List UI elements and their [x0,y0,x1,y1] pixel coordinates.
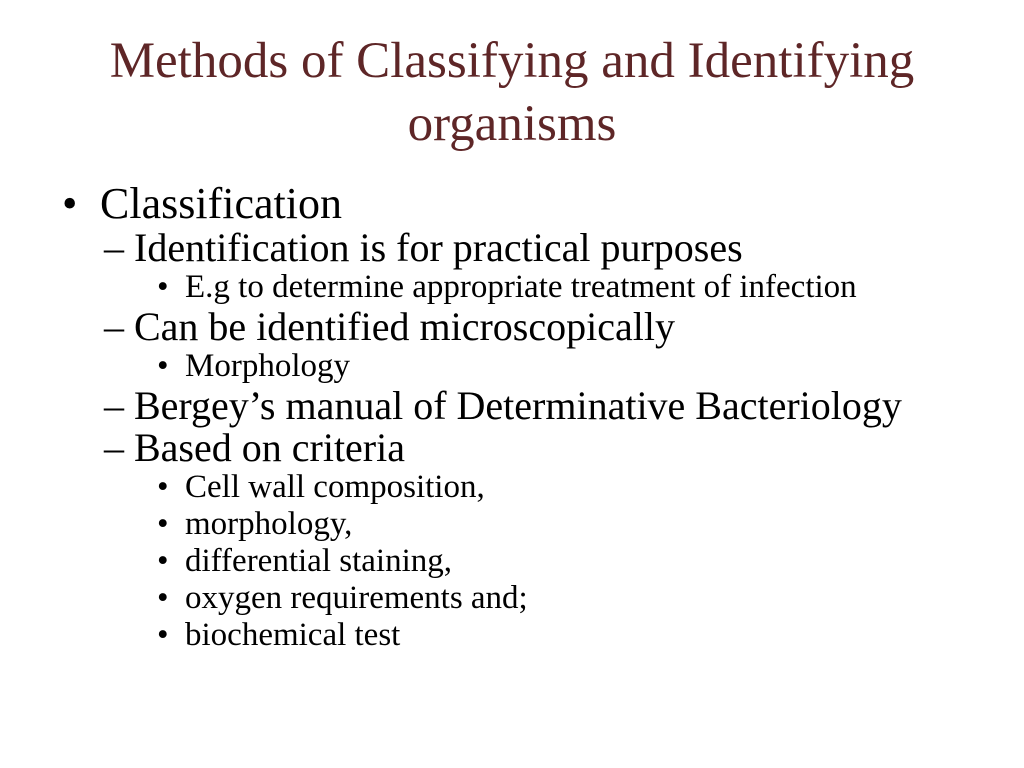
bullet-icon: • [157,617,169,653]
bullet-icon: • [62,179,78,228]
bullet-item [0,227,1024,269]
bullet-text: Can be identified microscopically [134,304,675,349]
bullet-text: Identification is for practical purposes [134,225,743,270]
bullet-item [0,469,1024,506]
bullet-item [0,580,1024,617]
dash-icon: – [104,425,124,470]
bullet-item [0,427,1024,469]
bullet-item [0,348,1024,385]
bullet-icon: • [157,506,169,542]
bullet-text: differential staining, [185,543,452,579]
bullet-list [0,180,1024,654]
dash-icon: – [104,383,124,428]
title-line: organisms [407,96,617,152]
bullet-icon: • [157,543,169,579]
bullet-item [0,506,1024,543]
bullet-icon: • [157,348,169,384]
dash-icon: – [104,225,124,270]
dash-icon: – [104,304,124,349]
bullet-text: Classification [100,179,342,228]
bullet-text: Morphology [185,348,350,384]
bullet-text: Based on criteria [134,425,405,470]
bullet-item [0,306,1024,348]
bullet-text: biochemical test [185,617,401,653]
bullet-text: oxygen requirements and; [185,580,528,616]
bullet-icon: • [157,580,169,616]
bullet-text: E.g to determine appropriate treatment of infection [185,269,857,305]
title-line: Methods of Classifying and Identifying [109,33,915,89]
bullet-text: Bergey’s manual of Determinative Bacteriology [134,383,902,428]
bullet-icon: • [157,269,169,305]
bullet-item [0,269,1024,306]
bullet-text: morphology, [185,506,353,542]
bullet-text: Cell wall composition, [185,469,485,505]
bullet-icon: • [157,469,169,505]
bullet-item [0,180,1024,227]
bullet-item [0,617,1024,654]
slide-title [0,0,1024,156]
bullet-item [0,543,1024,580]
bullet-item [0,385,1024,427]
